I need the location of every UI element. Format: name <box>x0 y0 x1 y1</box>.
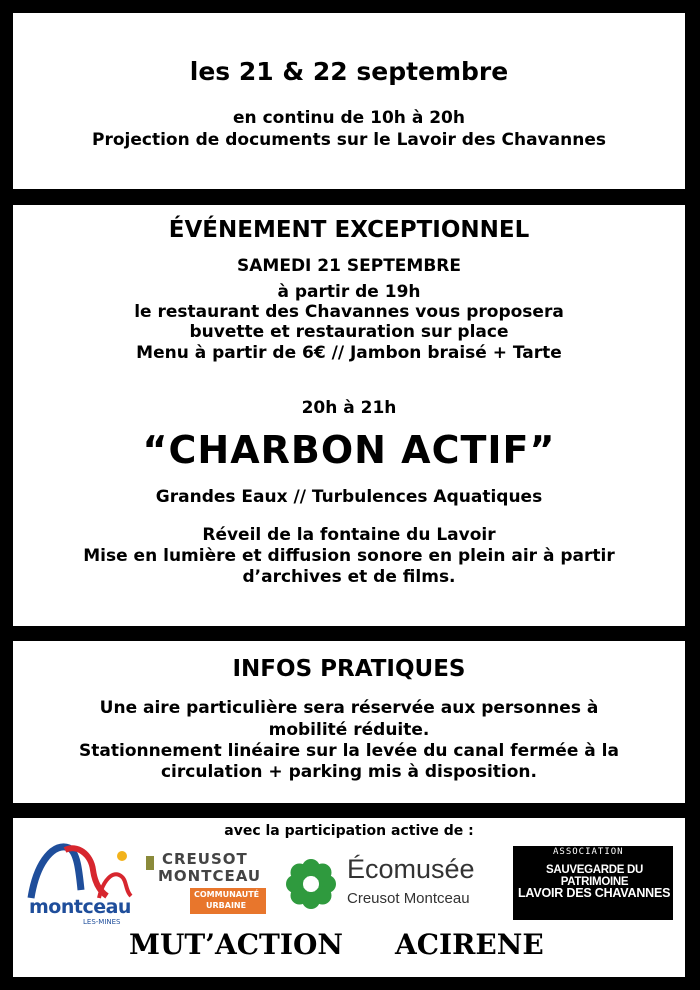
event-date: SAMEDI 21 SEPTEMBRE <box>237 256 461 276</box>
montceau-name: montceau <box>29 896 131 918</box>
info-line3: Stationnement linéaire sur la levée du canal fermée à la <box>79 741 619 761</box>
montceau-logo <box>21 840 141 926</box>
event-text3: Menu à partir de 6€ // Jambon braisé + Tarte <box>136 343 562 363</box>
show-title: “CHARBON ACTIF” <box>142 428 556 472</box>
montceau-sub: LES-MINES <box>83 918 121 926</box>
event-panel <box>13 205 685 626</box>
creusot-tag1: COMMUNAUTÉ <box>194 890 260 899</box>
org-acirene: ACIRENE <box>395 928 544 961</box>
info-line1: Une aire particulière sera réservée aux personnes à <box>99 698 599 718</box>
association-logo <box>513 846 673 920</box>
info-line2: mobilité réduite. <box>268 720 430 740</box>
ecomusee-name: Écomusée <box>347 854 475 884</box>
creusot-tag2: URBAINE <box>206 901 247 910</box>
org-mutaction: MUT’ACTION <box>129 928 343 961</box>
info-heading: INFOS PRATIQUES <box>232 656 466 682</box>
montceau-arch-icon <box>21 840 141 900</box>
partners-panel <box>13 818 685 977</box>
dates-line2: Projection de documents sur le Lavoir des Chavannes <box>92 130 606 150</box>
creusot-mark-icon <box>146 856 154 870</box>
ecomusee-logo <box>285 854 495 914</box>
dates-panel <box>13 13 685 189</box>
event-heading: ÉVÉNEMENT EXCEPTIONNEL <box>168 217 530 243</box>
creusot-line2: MONTCEAU <box>158 867 262 885</box>
dates-title: les 21 & 22 septembre <box>189 57 509 86</box>
ecomusee-flower-icon <box>285 858 337 910</box>
event-time2: 20h à 21h <box>301 398 397 418</box>
show-desc1: Réveil de la fontaine du Lavoir <box>202 525 496 545</box>
creusot-line1: CREUSOT <box>162 850 248 868</box>
show-subtitle: Grandes Eaux // Turbulences Aquatiques <box>155 487 543 507</box>
creusot-logo <box>146 850 271 922</box>
show-desc2: Mise en lumière et diffusion sonore en plein air à partir <box>83 546 615 566</box>
info-line4: circulation + parking mis à disposition. <box>160 762 537 782</box>
association-line2: LAVOIR DES CHAVANNES <box>518 886 671 900</box>
show-desc3: d’archives et de films. <box>242 567 456 587</box>
partners-intro: avec la participation active de : <box>224 823 474 839</box>
event-text2: buvette et restauration sur place <box>189 322 509 342</box>
ecomusee-sub: Creusot Montceau <box>347 890 470 907</box>
dates-line1: en continu de 10h à 20h <box>233 108 465 128</box>
event-text1: le restaurant des Chavannes vous proposera <box>134 302 564 322</box>
association-line1: SAUVEGARDE DU PATRIMOINE <box>545 864 644 888</box>
association-top: ASSOCIATION <box>553 847 624 857</box>
event-time1: à partir de 19h <box>277 282 421 302</box>
info-panel <box>13 641 685 803</box>
